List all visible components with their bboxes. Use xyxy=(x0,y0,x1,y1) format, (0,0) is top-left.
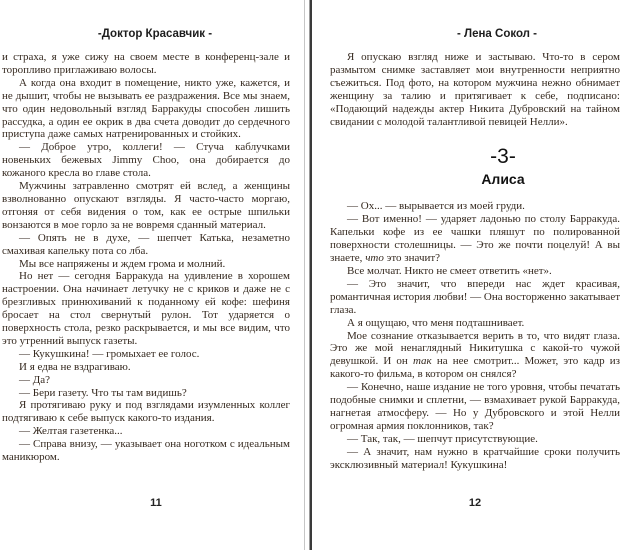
paragraph: Я опускаю взгляд ниже и застываю. Что-то в сером размытом снимке заставляет мои внутренности неприятно съежиться. Под фото, на котором мужчина нежно обнимает женщину за талию и притягивает к себе, подписано: «Подающий надежды актер Никита Дубровский на тайном свидании с молодой талантливой певицей Нелли». xyxy=(330,51,620,128)
running-header-right: - Лена Сокол - xyxy=(456,28,538,40)
paragraph: Мужчины затравленно смотрят ей вслед, а женщины взволнованно опускают взгляды. Я часто-часто моргаю, отгоняя от себя видения о том, как ее острые шпильки вонзаются в мое горло за не вовремя сданный материал. xyxy=(2,180,290,231)
page-right-body-top xyxy=(330,51,620,128)
chapter-number: -3- xyxy=(490,145,516,169)
chapter-title: Алиса xyxy=(481,171,525,188)
paragraph: А когда она входит в помещение, никто уже, кажется, и не дышит, чтобы не вызывать ее раздражения. Все мы знаем, что один недовольный взгляд Барракуды способен лишить рассудка, а один ее окрик в два счета доводит до сердечного приступа даже самых натренированных и стойких. xyxy=(2,76,290,141)
page-edge-line xyxy=(304,0,305,550)
paragraph: — Вот именно! — ударяет ладонью по столу Барракуда. Капельки кофе из ее чашки пляшут по полированной поверхности столешницы. — Это же почти поцелуй! А вы знаете, что это значит? xyxy=(330,213,620,265)
page-right[interactable] xyxy=(312,0,629,550)
page-left[interactable] xyxy=(0,0,304,550)
chapter-heading xyxy=(358,145,629,188)
paragraph: — Ох... — вырывается из моей груди. xyxy=(347,200,525,213)
paragraph: — А значит, нам нужно в кратчайшие сроки получить эксклюзивный материал! Кукушкина! xyxy=(330,445,620,471)
paragraph: Но нет — сегодня Барракуда на удивление в хорошем настроении. Она начинает летучку не с криков и даже не с брезгливых принюхиваний к поданному ей кофе: шефиня бросает на стол свернутый рулон. Тот ударяется о поверхность стола, резко раскрывается, и мы все видим, что это утренний выпуск газеты. xyxy=(2,270,290,347)
page-right-body-bottom xyxy=(330,200,620,471)
paragraph: И я едва не вздрагиваю. xyxy=(19,360,131,373)
paragraph: — Это значит, что впереди нас ждет красивая, романтичная история любви! — Она восторженно закатывает глаза. xyxy=(330,277,621,316)
paragraph: — Желтая газетенка... xyxy=(19,425,123,438)
page-number-right: 12 xyxy=(468,497,482,509)
paragraph: Мы все напряжены и ждем грома и молний. xyxy=(19,257,226,270)
paragraph: — Опять не в духе, — шепчет Катька, незаметно смахивая капельку пота со лба. xyxy=(2,231,290,257)
paragraph: Мое сознание отказывается верить в то, что видят глаза. Это же мой ненаглядный Никитушка с какой-то чужой девушкой. И он так на нее смотрит... Может, это кадр из какого-то фильма, в котором он снялся? xyxy=(330,329,620,381)
paragraph: А я ощущаю, что меня подташнивает. xyxy=(347,316,525,329)
paragraph: — Конечно, наше издание не того уровня, чтобы печатать подобные снимки и сплетни, — взмахивает рукой Барракуда, нагнетая атмосферу. — Но у Дубровского и этой Нелли огромная армия поклонников, так? xyxy=(330,381,620,432)
paragraph: Я протягиваю руку и под взглядами изумленных коллег подтягиваю к себе выпуск какого-то издания. xyxy=(2,399,290,425)
paragraph: — Доброе утро, коллеги! — Стуча каблучками новеньких бежевых Jimmy Choo, она добирается до кожаного кресла во главе стола. xyxy=(2,141,290,180)
paragraph: — Бери газету. Что ты там видишь? xyxy=(19,386,187,399)
paragraph: и страха, я уже сижу на своем месте в конференц-зале и торопливо приглаживаю волосы. xyxy=(2,51,290,76)
paragraph: — Так, так, — шепчут присутствующие. xyxy=(347,432,538,445)
paragraph: — Справа внизу, — указывает она ноготком с идеальным маникюром. xyxy=(2,438,290,464)
paragraph: — Да? xyxy=(19,373,51,386)
page-number-left: 11 xyxy=(150,497,162,509)
paragraph: Все молчат. Никто не смеет ответить «нет». xyxy=(347,264,552,277)
running-header-left: -Доктор Красавчик - xyxy=(97,28,213,40)
paragraph: — Кукушкина! — громыхает ее голос. xyxy=(19,347,200,360)
page-left-body xyxy=(2,51,290,464)
